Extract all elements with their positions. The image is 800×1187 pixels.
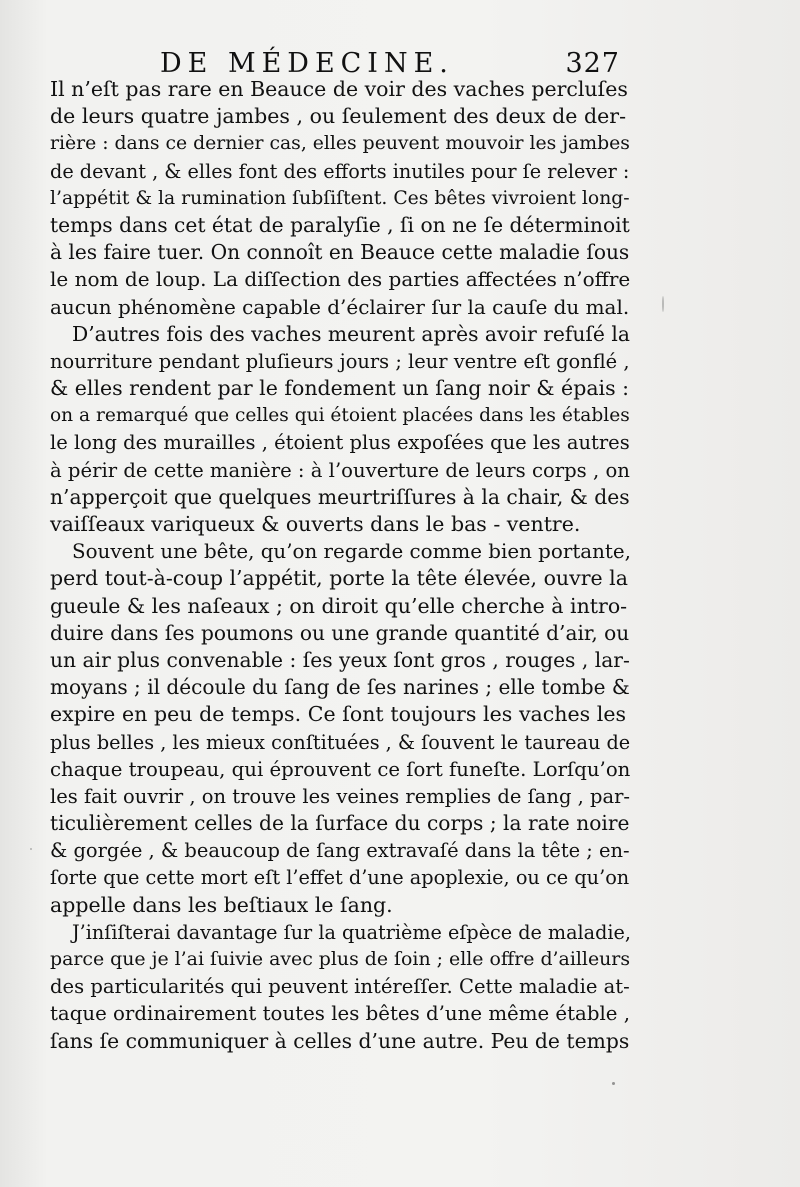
paragraph — [50, 321, 630, 539]
text-line: Souvent une bête, qu’on regarde comme bien portante, — [72, 540, 631, 564]
text-line: le nom de loup. La diſſection des parties affectées n’offre — [50, 267, 631, 292]
text-line: temps dans cet état de paralyſie , ſi on ne ſe déterminoit — [50, 212, 630, 237]
text-line: ſans ſe communiquer à celles d’une autre. Peu de temps — [50, 1028, 630, 1053]
text-line: D’autres fois des vaches meurent après avoir refuſé la — [72, 321, 630, 346]
paper-speck — [30, 848, 32, 850]
text-line: les fait ouvrir , on trouve les veines remplies de ſang , par- — [50, 784, 630, 808]
text-line: Il n’eſt pas rare en Beauce de voir des vaches percluſes — [50, 77, 628, 101]
text-line: duire dans ſes poumons ou une grande quantité d’air, ou — [50, 620, 630, 645]
paper-speck — [612, 1082, 615, 1085]
text-line: aucun phénomène capable d’éclairer ſur la cauſe du mal. — [50, 294, 630, 319]
text-line: nourriture pendant pluſieurs jours ; leur ventre eſt gonflé , — [50, 349, 630, 373]
text-line: appelle dans les beſtiaux le ſang. — [50, 892, 393, 917]
text-line: à périr de cette manière : à l’ouverture de leurs corps , on — [50, 458, 630, 482]
text-line: de devant , & elles font des efforts inutiles pour ſe relever : — [50, 159, 630, 183]
paragraph — [50, 538, 631, 919]
text-line: parce que je l’ai ſuivie avec plus de ſoin ; elle offre d’ailleurs — [50, 948, 631, 970]
paragraph — [50, 76, 631, 321]
paragraph — [50, 919, 631, 1055]
text-line: on a remarqué que celles qui étoient placées dans les étables — [50, 405, 630, 427]
body-text — [50, 76, 631, 1055]
text-line: des particularités qui peuvent intéreſſer. Cette maladie at- — [50, 975, 630, 999]
text-line: ticulièrement celles de la ſurface du corps ; la rate noire — [50, 811, 630, 836]
text-line: un air plus convenable : ſes yeux ſont gros , rouges , lar- — [50, 647, 630, 672]
text-line: moyans ; il découle du ſang de ſes narines ; elle tombe & — [50, 675, 630, 700]
text-line: gueule & les naſeaux ; on diroit qu’elle cherche à intro- — [50, 593, 628, 618]
page-number: 327 — [565, 48, 620, 79]
text-line: taque ordinairement toutes les bêtes d’une même étable , — [50, 1002, 631, 1026]
paper-speck — [662, 296, 664, 312]
text-line: rière : dans ce dernier cas, elles peuvent mouvoir les jambes — [50, 133, 630, 155]
text-line: chaque troupeau, qui éprouvent ce ſort funeſte. Lorſqu’on — [50, 757, 631, 781]
text-line: expire en peu de temps. Ce ſont toujours les vaches les — [50, 702, 626, 727]
text-line: n’apperçoit que quelques meurtriſſures à la chair, & des — [50, 484, 630, 509]
text-line: le long des murailles , étoient plus expoſées que les autres — [50, 431, 630, 455]
text-line: ſorte que cette mort eſt l’effet d’une apoplexie, ou ce qu’on — [50, 866, 630, 890]
text-line: & gorgée , & beaucoup de ſang extravaſé dans la tête ; en- — [50, 839, 630, 863]
text-line: vaiſſeaux variqueux & ouverts dans le bas - ventre. — [50, 512, 581, 536]
text-line: l’appétit & la rumination ſubſiſtent. Ces bêtes vivroient long- — [50, 187, 630, 209]
text-line: plus belles , les mieux conſtituées , & ſouvent le taureau de — [50, 730, 631, 754]
text-line: & elles rendent par le fondement un ſang noir & épais : — [50, 376, 630, 401]
text-line: J’inſiſterai davantage ſur la quatrième eſpèce de maladie, — [72, 920, 631, 944]
text-line: à les faire tuer. On connoît en Beauce cette maladie ſous — [50, 240, 630, 265]
text-line: de leurs quatre jambes , ou ſeulement des deux de der- — [50, 104, 626, 129]
text-line: perd tout-à-coup l’appétit, porte la tête élevée, ouvre la — [50, 566, 628, 591]
running-title: DE MÉDECINE. — [160, 48, 454, 79]
